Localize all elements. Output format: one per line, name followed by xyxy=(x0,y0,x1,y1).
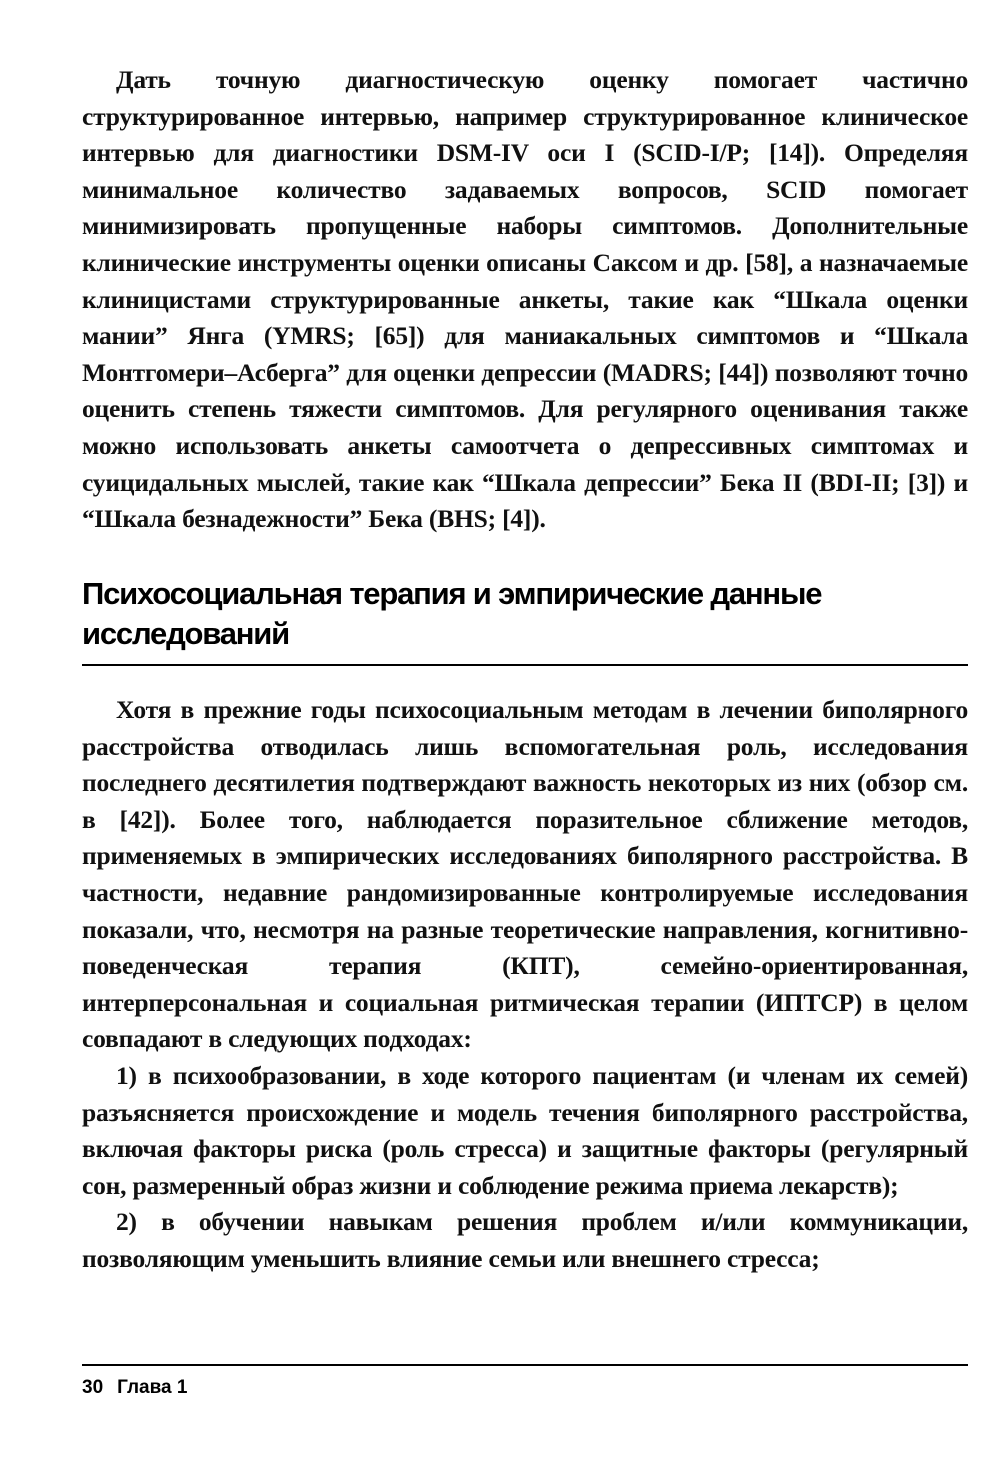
intro-section xyxy=(82,62,968,538)
list-item: 1) в психообразовании, в ходе которого пациентам (и членам их семей) разъясняется происхождение и модель течения биполярного расстройства, включая факторы риска (роль стресса) и защитные факторы (регулярный сон, размеренный образ жизни и соблюдение режима приема лекарств); xyxy=(82,1060,968,1200)
page-footer xyxy=(82,1376,187,1400)
footer-divider xyxy=(82,1364,968,1366)
intro-paragraph: Дать точную диагностическую оценку помогает частично структурированное интервью, например структурированное клиническое интервью для диагностики DSM-IV оси I (SCID-I/P; [14]). Определяя минимальное количество задаваемых вопросов, SCID помогает минимизировать пропущенные наборы симптомов. Дополнительные клинические инструменты оценки описаны Саксом и др. [58], а назначаемые клиницистами структурированные анкеты, такие как “Шкала оценки мании” Янга (YMRS; [65]) для маниакальных симптомов и “Шкала Монтгомери–Асберга” для оценки депрессии (MADRS; [44]) позволяют точно оценить степень тяжести симптомов. Для регулярного оценивания также можно использовать анкеты самоотчета о депрессивных симптомах и суицидальных мыслей, такие как “Шкала депрессии” Бека II (BDI-II; [3]) и “Шкала безнадежности” Бека (BHS; [4]). xyxy=(82,65,968,534)
heading-divider xyxy=(82,664,968,666)
section-body xyxy=(82,692,968,1278)
section-paragraph: Хотя в прежние годы психосоциальным методам в лечении биполярного расстройства отводилась лишь вспомогательная роль, исследования последнего десятилетия подтверждают важность некоторых из них (обзор см. в [42]). Более того, наблюдается поразительное сближение методов, применяемых в эмпирических исследованиях биполярного расстройства. В частности, недавние рандомизированные контролируемые исследования показали, что, несмотря на разные теоретические направления, когнитивно-поведенческая терапия (КПТ), семейно-ориентированная, интерперсональная и социальная ритмическая терапии (ИПТСР) в целом совпадают в следующих подходах: xyxy=(82,695,968,1054)
section-heading: Психосоциальная терапия и эмпирические данные исследований xyxy=(82,576,822,651)
page-number: 30 xyxy=(82,1377,104,1398)
list-item: 2) в обучении навыкам решения проблем и/или коммуникации, позволяющим уменьшить влияние семьи или внешнего стресса; xyxy=(82,1207,968,1273)
chapter-label: Глава 1 xyxy=(117,1377,188,1398)
